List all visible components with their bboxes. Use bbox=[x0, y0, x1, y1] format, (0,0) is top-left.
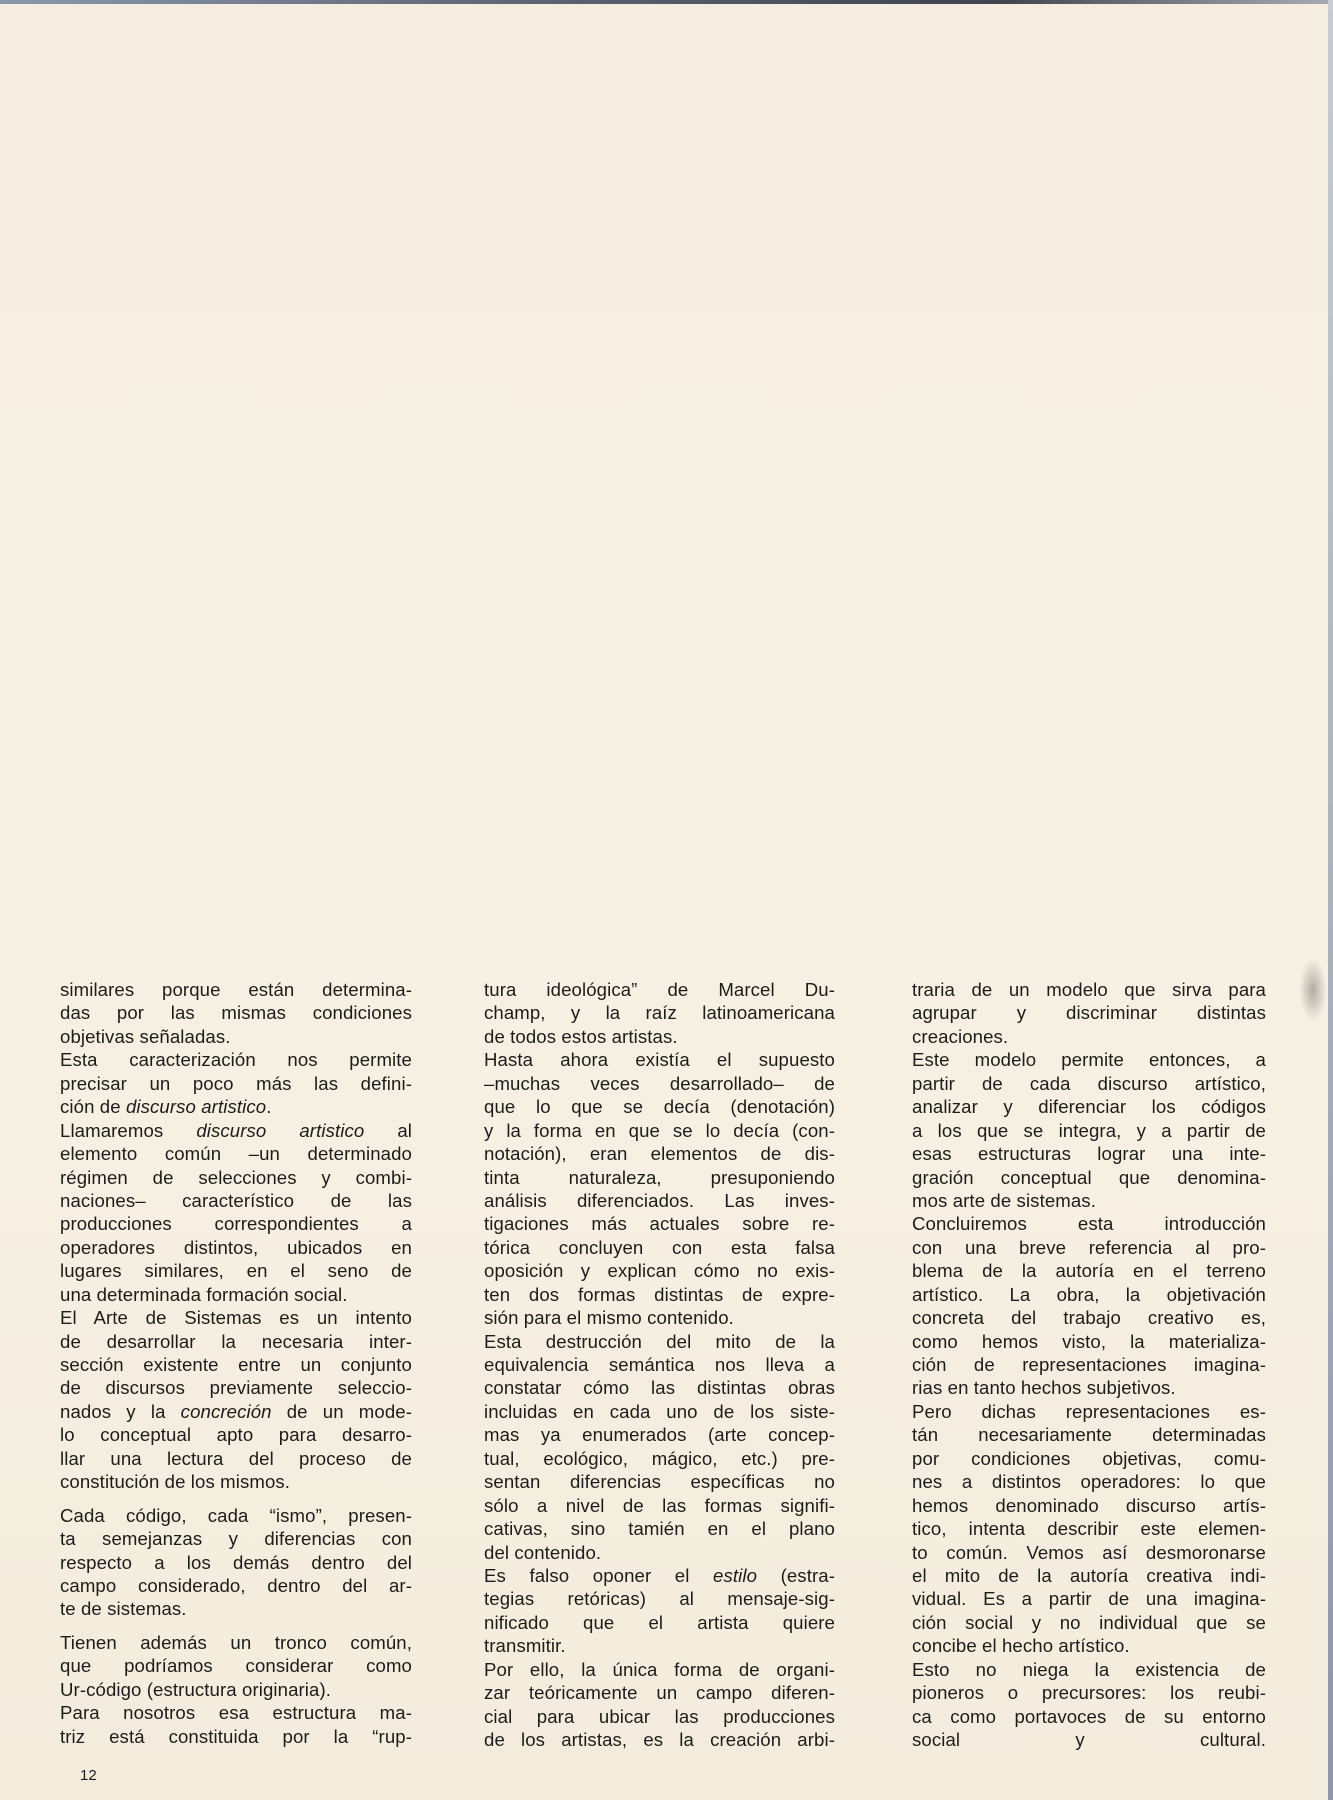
text-line: Por ello, la única forma de organi- bbox=[484, 1658, 835, 1680]
text-line: con una breve referencia al pro- bbox=[912, 1236, 1266, 1258]
text-line: pioneros o precursores: los reubi- bbox=[912, 1682, 1266, 1704]
text-line: tura ideológica” de Marcel Du- bbox=[484, 979, 835, 1000]
text-line: que podríamos considerar como bbox=[60, 1655, 412, 1677]
text-line bbox=[60, 1400, 412, 1423]
paragraph-gap bbox=[60, 1621, 412, 1631]
text-line bbox=[484, 1564, 835, 1587]
text-line: ta semejanzas y diferencias con bbox=[60, 1528, 412, 1550]
text-fragment: ción de bbox=[60, 1096, 126, 1118]
text-line: del contenido. bbox=[484, 1541, 602, 1563]
text-line: social y cultural. bbox=[912, 1729, 1266, 1750]
text-line: Esto no niega la existencia de bbox=[912, 1658, 1266, 1680]
text-line: llar una lectura del proceso de bbox=[60, 1447, 412, 1469]
text-line: régimen de selecciones y combi- bbox=[60, 1166, 412, 1188]
text-line: de todos estos artistas. bbox=[484, 1025, 678, 1047]
text-line: de los artistas, es la creación arbi- bbox=[484, 1729, 835, 1750]
text-line: sentan diferencias específicas no bbox=[484, 1471, 835, 1493]
text-line: Esta destrucción del mito de la bbox=[484, 1330, 835, 1352]
text-line: mas ya enumerados (arte concep- bbox=[484, 1424, 835, 1446]
text-line: mos arte de sistemas. bbox=[912, 1189, 1096, 1211]
text-line: tual, ecológico, mágico, etc.) pre- bbox=[484, 1447, 835, 1469]
text-line: similares porque están determina- bbox=[60, 979, 412, 1000]
text-line: tán necesariamente determinadas bbox=[912, 1424, 1266, 1446]
text-line: triz está constituida por la “rup- bbox=[60, 1725, 412, 1747]
text-line: de discursos previamente seleccio- bbox=[60, 1377, 412, 1399]
text-line: tegias retóricas) al mensaje-sig- bbox=[484, 1588, 835, 1610]
text-line: agrupar y discriminar distintas bbox=[912, 1002, 1266, 1024]
text-line: que lo que se decía (denotación) bbox=[484, 1096, 835, 1118]
text-line: ten dos formas distintas de expre- bbox=[484, 1283, 835, 1305]
text-line bbox=[60, 1119, 412, 1142]
italic-term: discurso artistico bbox=[196, 1119, 365, 1141]
text-line: elemento común –un determinado bbox=[60, 1143, 412, 1165]
text-line: el mito de la autoría creativa indi- bbox=[912, 1564, 1266, 1586]
scan-top-edge bbox=[0, 0, 1333, 4]
text-line: precisar un poco más las defini- bbox=[60, 1072, 412, 1094]
scan-right-edge bbox=[1328, 0, 1333, 1800]
text-line: artístico. La obra, la objetivación bbox=[912, 1283, 1266, 1305]
text-line: nes a distintos operadores: lo que bbox=[912, 1471, 1266, 1493]
text-line: gración conceptual que denomina- bbox=[912, 1166, 1266, 1188]
text-line: zar teóricamente un campo diferen- bbox=[484, 1682, 835, 1704]
text-line: ción social y no individual que se bbox=[912, 1611, 1266, 1633]
text-line: partir de cada discurso artístico, bbox=[912, 1072, 1266, 1094]
text-line: cial para ubicar las producciones bbox=[484, 1705, 835, 1727]
text-fragment: Llamaremos bbox=[60, 1119, 197, 1141]
text-column-1 bbox=[60, 978, 412, 1748]
text-line: a los que se integra, y a partir de bbox=[912, 1119, 1266, 1141]
text-line: sección existente entre un conjunto bbox=[60, 1354, 412, 1375]
text-line: Tienen además un tronco común, bbox=[60, 1631, 412, 1653]
text-line: lo conceptual apto para desarro- bbox=[60, 1424, 412, 1446]
text-line: Pero dichas representaciones es- bbox=[912, 1400, 1266, 1422]
text-line: Esta caracterización nos permite bbox=[60, 1049, 412, 1071]
text-fragment: . bbox=[266, 1096, 272, 1118]
text-line: Cada código, cada “ismo”, presen- bbox=[60, 1504, 412, 1526]
text-line: Hasta ahora existía el supuesto bbox=[484, 1049, 835, 1071]
text-line: equivalencia semántica nos lleva a bbox=[484, 1354, 835, 1375]
text-line: concibe el hecho artístico. bbox=[912, 1635, 1130, 1657]
text-line: tinta naturaleza, presuponiendo bbox=[484, 1166, 835, 1188]
text-line: hemos denominado discurso artís- bbox=[912, 1494, 1266, 1516]
text-line: sión para el mismo contenido. bbox=[484, 1307, 734, 1329]
text-line: de desarrollar la necesaria inter- bbox=[60, 1330, 412, 1352]
text-line: traria de un modelo que sirva para bbox=[912, 979, 1266, 1000]
text-line: ca como portavoces de su entorno bbox=[912, 1705, 1266, 1727]
paragraph-gap bbox=[60, 1494, 412, 1504]
text-line: operadores distintos, ubicados en bbox=[60, 1236, 412, 1258]
text-line: incluidas en cada uno de los siste- bbox=[484, 1400, 835, 1422]
text-line: champ, y la raíz latinoamericana bbox=[484, 1002, 835, 1024]
text-line: naciones– característico de las bbox=[60, 1189, 412, 1211]
text-line: vidual. Es a partir de una imagina- bbox=[912, 1588, 1266, 1610]
text-line: Ur-código (estructura originaria). bbox=[60, 1678, 332, 1700]
text-line: lugares similares, en el seno de bbox=[60, 1260, 412, 1282]
text-line: esas estructuras lograr una inte- bbox=[912, 1143, 1266, 1165]
text-line: y la forma en que se lo decía (con- bbox=[484, 1119, 835, 1141]
text-line: notación), eran elementos de dis- bbox=[484, 1143, 835, 1165]
text-line: rias en tanto hechos subjetivos. bbox=[912, 1377, 1176, 1399]
text-line: –muchas veces desarrollado– de bbox=[484, 1072, 835, 1094]
italic-term: discurso artistico bbox=[125, 1096, 267, 1118]
italic-term: estilo bbox=[713, 1564, 758, 1586]
text-line: nificado que el artista quiere bbox=[484, 1611, 835, 1633]
text-line: campo considerado, dentro del ar- bbox=[60, 1574, 412, 1596]
text-line: cativas, sino tamién en el plano bbox=[484, 1518, 835, 1540]
text-line: Este modelo permite entonces, a bbox=[912, 1049, 1266, 1071]
text-line: constatar cómo las distintas obras bbox=[484, 1377, 835, 1399]
text-line: objetivas señaladas. bbox=[60, 1025, 231, 1047]
text-fragment: de un mode- bbox=[271, 1400, 412, 1422]
text-line: tórica concluyen con esta falsa bbox=[484, 1236, 835, 1258]
text-fragment: nados y la bbox=[60, 1400, 181, 1422]
text-line: tico, intenta describir este elemen- bbox=[912, 1518, 1266, 1540]
text-line bbox=[60, 1095, 412, 1118]
text-line: respecto a los demás dentro del bbox=[60, 1551, 412, 1573]
text-line: analizar y diferenciar los códigos bbox=[912, 1096, 1266, 1118]
text-line: creaciones. bbox=[912, 1025, 1009, 1047]
text-line: una determinada formación social. bbox=[60, 1283, 348, 1305]
text-line: to común. Vemos así desmoronarse bbox=[912, 1541, 1266, 1563]
text-fragment: (estra- bbox=[757, 1564, 835, 1586]
text-fragment: Es falso oponer el bbox=[484, 1564, 714, 1586]
text-line: tigaciones más actuales sobre re- bbox=[484, 1213, 835, 1235]
text-line: análisis diferenciados. Las inves- bbox=[484, 1189, 835, 1211]
text-line: por condiciones objetivas, comu- bbox=[912, 1447, 1266, 1469]
text-line: constitución de los mismos. bbox=[60, 1471, 291, 1493]
text-line: como hemos visto, la materializa- bbox=[912, 1330, 1266, 1352]
text-line: oposición y explican cómo no exis- bbox=[484, 1260, 835, 1282]
text-fragment: al bbox=[364, 1119, 412, 1141]
text-line: Para nosotros esa estructura ma- bbox=[60, 1702, 412, 1724]
text-line: producciones correspondientes a bbox=[60, 1213, 412, 1235]
ink-smudge bbox=[1300, 960, 1326, 1020]
text-line: Concluiremos esta introducción bbox=[912, 1213, 1266, 1235]
text-column-2 bbox=[484, 978, 835, 1751]
text-line: sólo a nivel de las formas signifi- bbox=[484, 1494, 835, 1516]
text-line: transmitir. bbox=[484, 1635, 566, 1657]
text-line: das por las mismas condiciones bbox=[60, 1002, 412, 1024]
text-column-3 bbox=[912, 978, 1266, 1751]
text-line: El Arte de Sistemas es un intento bbox=[60, 1307, 412, 1329]
text-line: blema de la autoría en el terreno bbox=[912, 1260, 1266, 1282]
page-number: 12 bbox=[80, 1767, 97, 1784]
text-line: concreta del trabajo creativo es, bbox=[912, 1307, 1266, 1329]
text-line: te de sistemas. bbox=[60, 1598, 187, 1620]
italic-term: concreción bbox=[180, 1400, 272, 1422]
text-line: ción de representaciones imagina- bbox=[912, 1354, 1266, 1375]
